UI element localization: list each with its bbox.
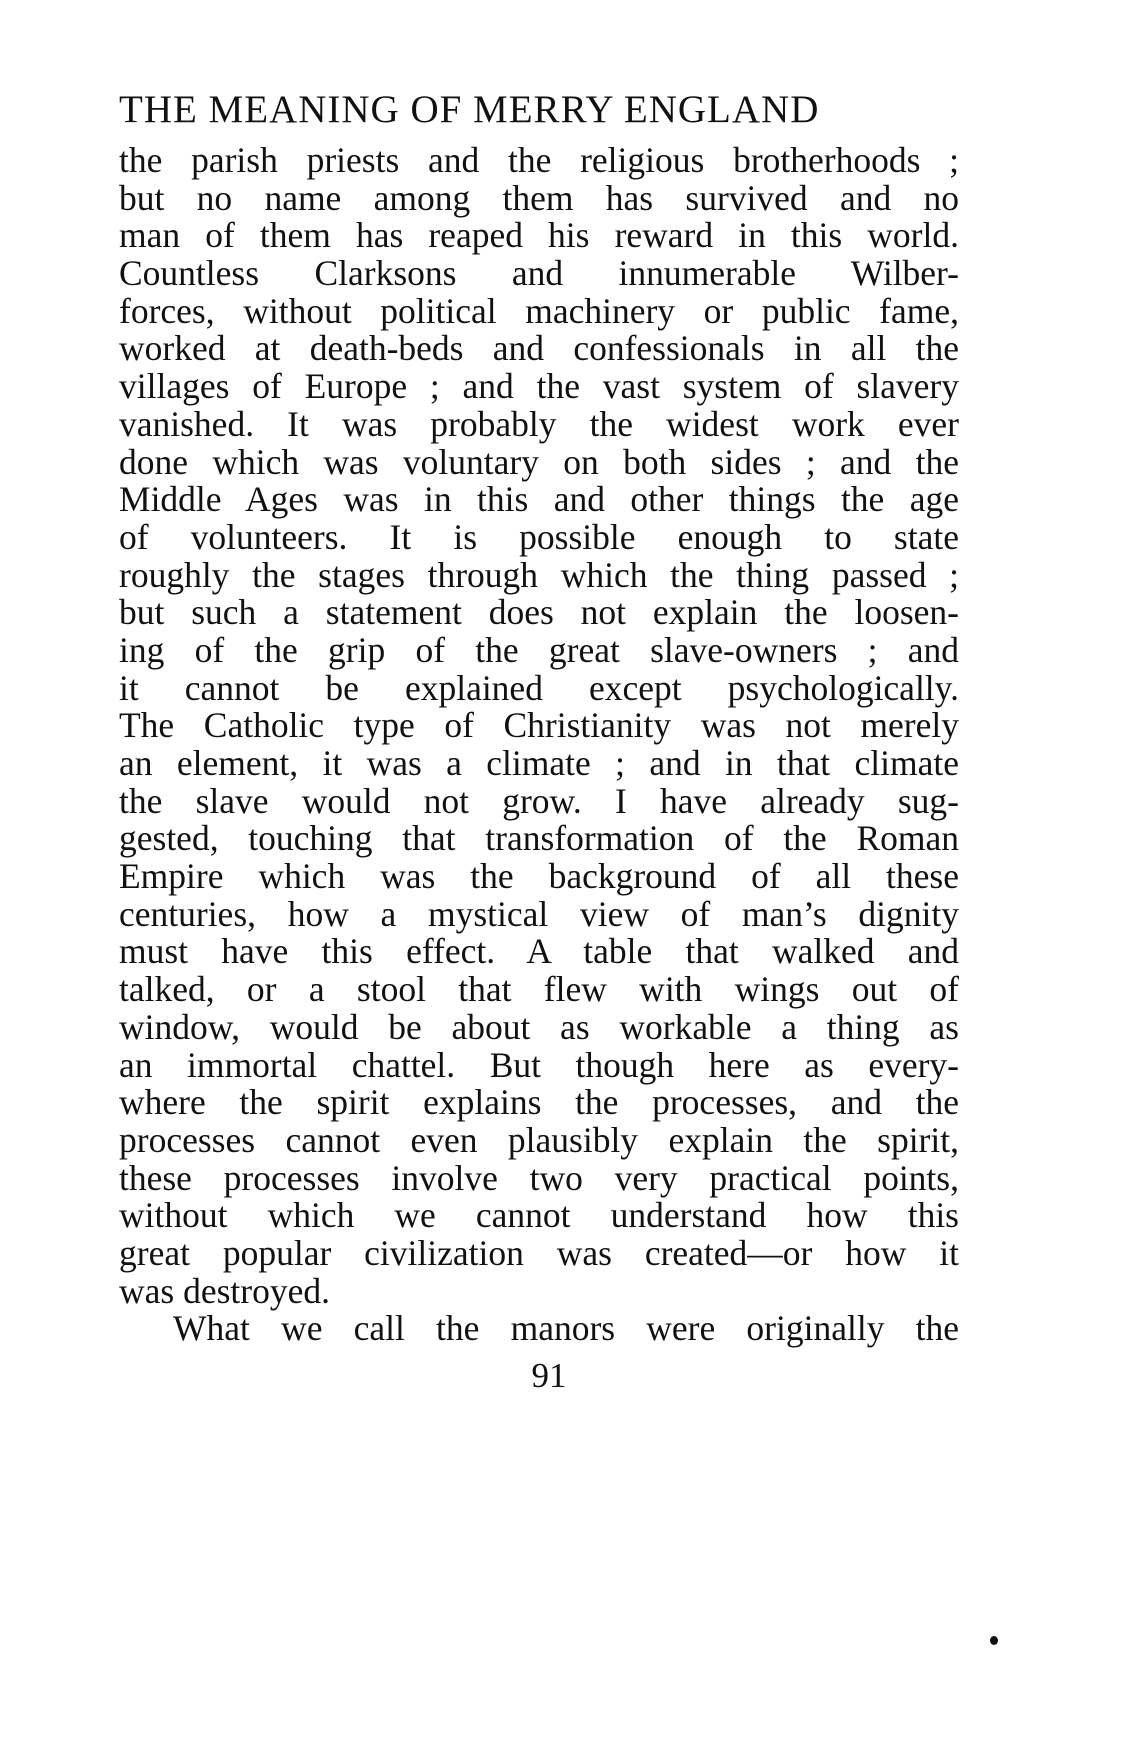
text-line: vanished. It was probably the widest work ever xyxy=(119,403,959,444)
ink-spot xyxy=(990,1636,998,1645)
text-line: man of them has reaped his reward in this world. xyxy=(119,215,959,256)
text-line: it cannot be explained except psychologically. xyxy=(119,667,959,708)
text-line: an immortal chattel. But though here as every- xyxy=(119,1044,959,1085)
text-line: where the spirit explains the processes, and the xyxy=(119,1082,959,1123)
paragraph-start-line: What we call the manors were originally the xyxy=(173,1308,959,1349)
text-line: gested, touching that transformation of the Roman xyxy=(119,818,959,859)
text-line: roughly the stages through which the thing passed ; xyxy=(119,554,959,595)
book-page xyxy=(119,80,959,1396)
text-line: ing of the grip of the great slave-owners ; and xyxy=(119,629,959,670)
text-line: Middle Ages was in this and other things the age xyxy=(119,479,959,520)
text-line: forces, without political machinery or public fame, xyxy=(119,290,959,331)
text-line: of volunteers. It is possible enough to state xyxy=(119,516,959,557)
text-line: the parish priests and the religious brotherhoods ; xyxy=(119,140,959,180)
text-line: processes cannot even plausibly explain the spirit, xyxy=(119,1119,959,1160)
text-line: done which was voluntary on both sides ; and the xyxy=(119,441,959,482)
text-line: villages of Europe ; and the vast system of slavery xyxy=(119,366,959,407)
body-text xyxy=(119,142,959,1348)
text-line: but no name among them has survived and no xyxy=(119,177,959,218)
text-line: talked, or a stool that flew with wings out of xyxy=(119,969,959,1010)
text-line: must have this effect. A table that walked and xyxy=(119,931,959,972)
running-head: THE MEANING OF MERRY ENGLAND xyxy=(119,88,820,131)
text-line: window, would be about as workable a thing as xyxy=(119,1006,959,1047)
text-line: Empire which was the background of all these xyxy=(119,856,959,897)
text-line: these processes involve two very practical points, xyxy=(119,1157,959,1198)
text-line: great popular civilization was created—or how it xyxy=(119,1232,959,1273)
text-line: the slave would not grow. I have already sug- xyxy=(119,780,959,821)
text-line: but such a statement does not explain the loosen- xyxy=(119,592,959,633)
text-line: The Catholic type of Christianity was not merely xyxy=(119,705,959,746)
text-line: centuries, how a mystical view of man’s dignity xyxy=(119,893,959,934)
text-line: worked at death-beds and confessionals in all the xyxy=(119,328,959,369)
page-number: 91 xyxy=(531,1356,567,1395)
text-line: without which we cannot understand how this xyxy=(119,1195,959,1236)
text-line: an element, it was a climate ; and in that climate xyxy=(119,743,959,783)
text-line: Countless Clarksons and innumerable Wilber- xyxy=(119,253,959,294)
paragraph-end-line: was destroyed. xyxy=(119,1270,330,1311)
